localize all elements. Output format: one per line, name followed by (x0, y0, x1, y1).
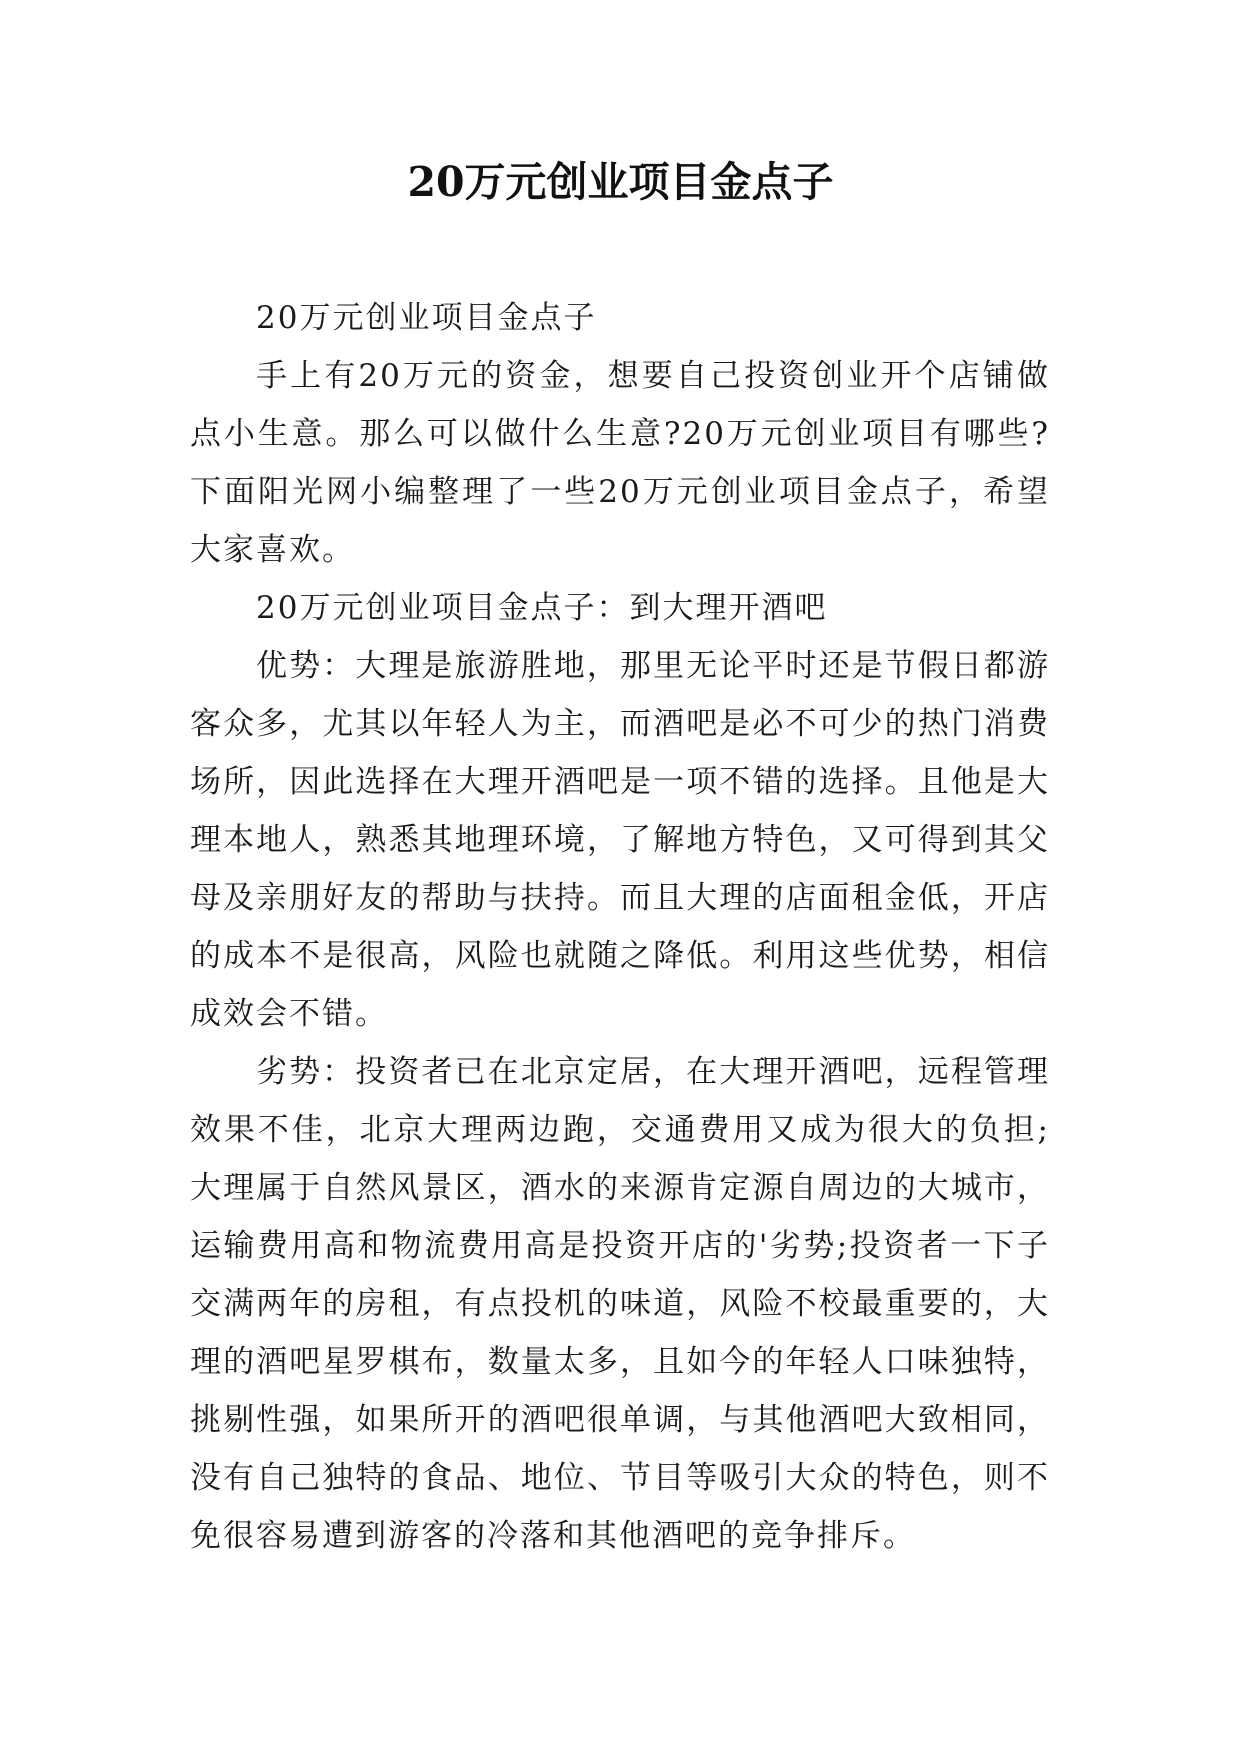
document-title: 20万元创业项目金点子 (407, 158, 834, 206)
paragraph-section-heading: 20万元创业项目金点子：到大理开酒吧 (256, 590, 828, 626)
paragraph-disadvantages: 劣势：投资者已在北京定居，在大理开酒吧，远程管理效果不佳，北京大理两边跑，交通费用又成为很大的负担;大理属于自然风景区，酒水的来源肯定源自周边的大城市，运输费用高和物流费用高是投资开店的'劣势;投资者一下子交满两年的房租，有点投机的味道，风险不校最重要的，大理的酒吧星罗棋布，数量太多，且如今的年轻人口味独特，挑剔性强，如果所开的酒吧很单调，与其他酒吧大致相同，没有自己独特的食品、地位、节目等吸引大众的特色，则不免很容易遭到游客的冷落和其他酒吧的竞争排斥。 (190, 1054, 1050, 1554)
paragraph-advantages: 优势：大理是旅游胜地，那里无论平时还是节假日都游客众多，尤其以年轻人为主，而酒吧是必不可少的热门消费场所，因此选择在大理开酒吧是一项不错的选择。且他是大理本地人，熟悉其地理环境，了解地方特色，又可得到其父母及亲朋好友的帮助与扶持。而且大理的店面租金低，开店的成本不是很高，风险也就随之降低。利用这些优势，相信成效会不错。 (190, 648, 1050, 1032)
paragraph-intro: 手上有20万元的资金，想要自己投资创业开个店铺做点小生意。那么可以做什么生意?20万元创业项目有哪些?下面阳光网小编整理了一些20万元创业项目金点子，希望大家喜欢。 (190, 358, 1050, 568)
paragraph-subtitle: 20万元创业项目金点子 (256, 300, 597, 336)
document-body (190, 289, 1050, 1565)
